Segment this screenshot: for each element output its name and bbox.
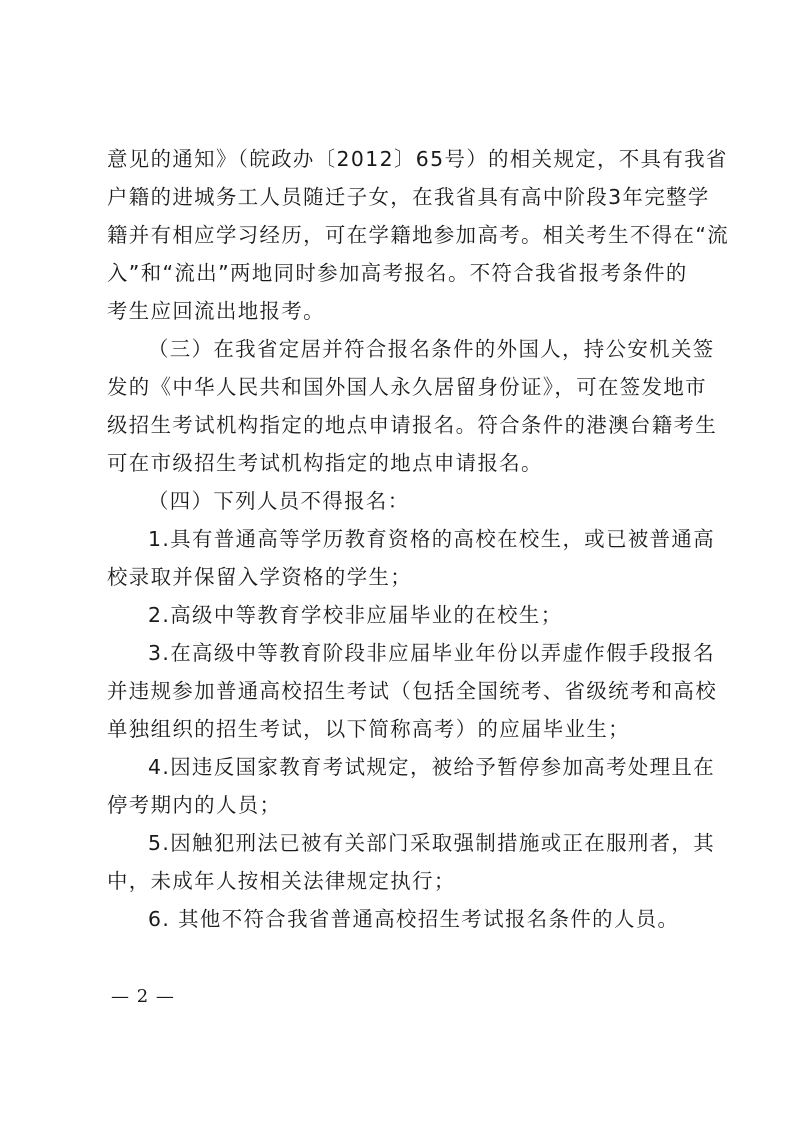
text-line: 意见的通知》（皖政办〔2012〕65号）的相关规定，不具有我省 [107,147,728,171]
text-line: 户籍的进城务工人员随迁子女，在我省具有高中阶段3年完整学 [107,185,710,209]
text-line: 5.因触犯刑法已被有关部门采取强制措施或正在服刑者，其 [148,831,716,855]
text-line: 中，未成年人按相关法律规定执行； [107,869,456,893]
text-line: 级招生考试机构指定的地点申请报名。符合条件的港澳台籍考生 [107,413,718,437]
text-line: （三）在我省定居并符合报名条件的外国人，持公安机关签 [148,337,715,361]
document-body [107,140,730,938]
text-line: 校录取并保留入学资格的学生； [107,565,413,589]
text-line: 2.高级中等教育学校非应届毕业的在校生； [148,603,563,627]
text-line: 1.具有普通高等学历教育资格的高校在校生，或已被普通高 [148,527,716,551]
text-line: 入”和“流出”两地同时参加高考报名。不符合我省报考条件的 [107,261,688,285]
text-line: 考生应回流出地报考。 [107,299,325,323]
text-line: 发的《中华人民共和国外国人永久居留身份证》，可在签发地市 [107,375,707,399]
text-line: 可在市级招生考试机构指定的地点申请报名。 [107,451,543,475]
text-line: （四）下列人员不得报名： [148,489,410,513]
text-line: 4.因违反国家教育考试规定，被给予暂停参加高考处理且在 [148,755,716,779]
text-line: 6. 其他不符合我省普通高校招生考试报名条件的人员。 [148,907,680,931]
text-line: 3.在高级中等教育阶段非应届毕业年份以弄虚作假手段报名 [148,641,716,665]
text-line: 籍并有相应学习经历，可在学籍地参加高考。相关考生不得在“流 [107,223,730,247]
text-line: 并违规参加普通高校招生考试（包括全国统考、省级统考和高校 [107,679,718,703]
text-line: 单独组织的招生考试，以下简称高考）的应届毕业生； [107,717,630,741]
text-line: 停考期内的人员； [107,793,282,817]
page-number: — 2 — [111,986,175,1007]
